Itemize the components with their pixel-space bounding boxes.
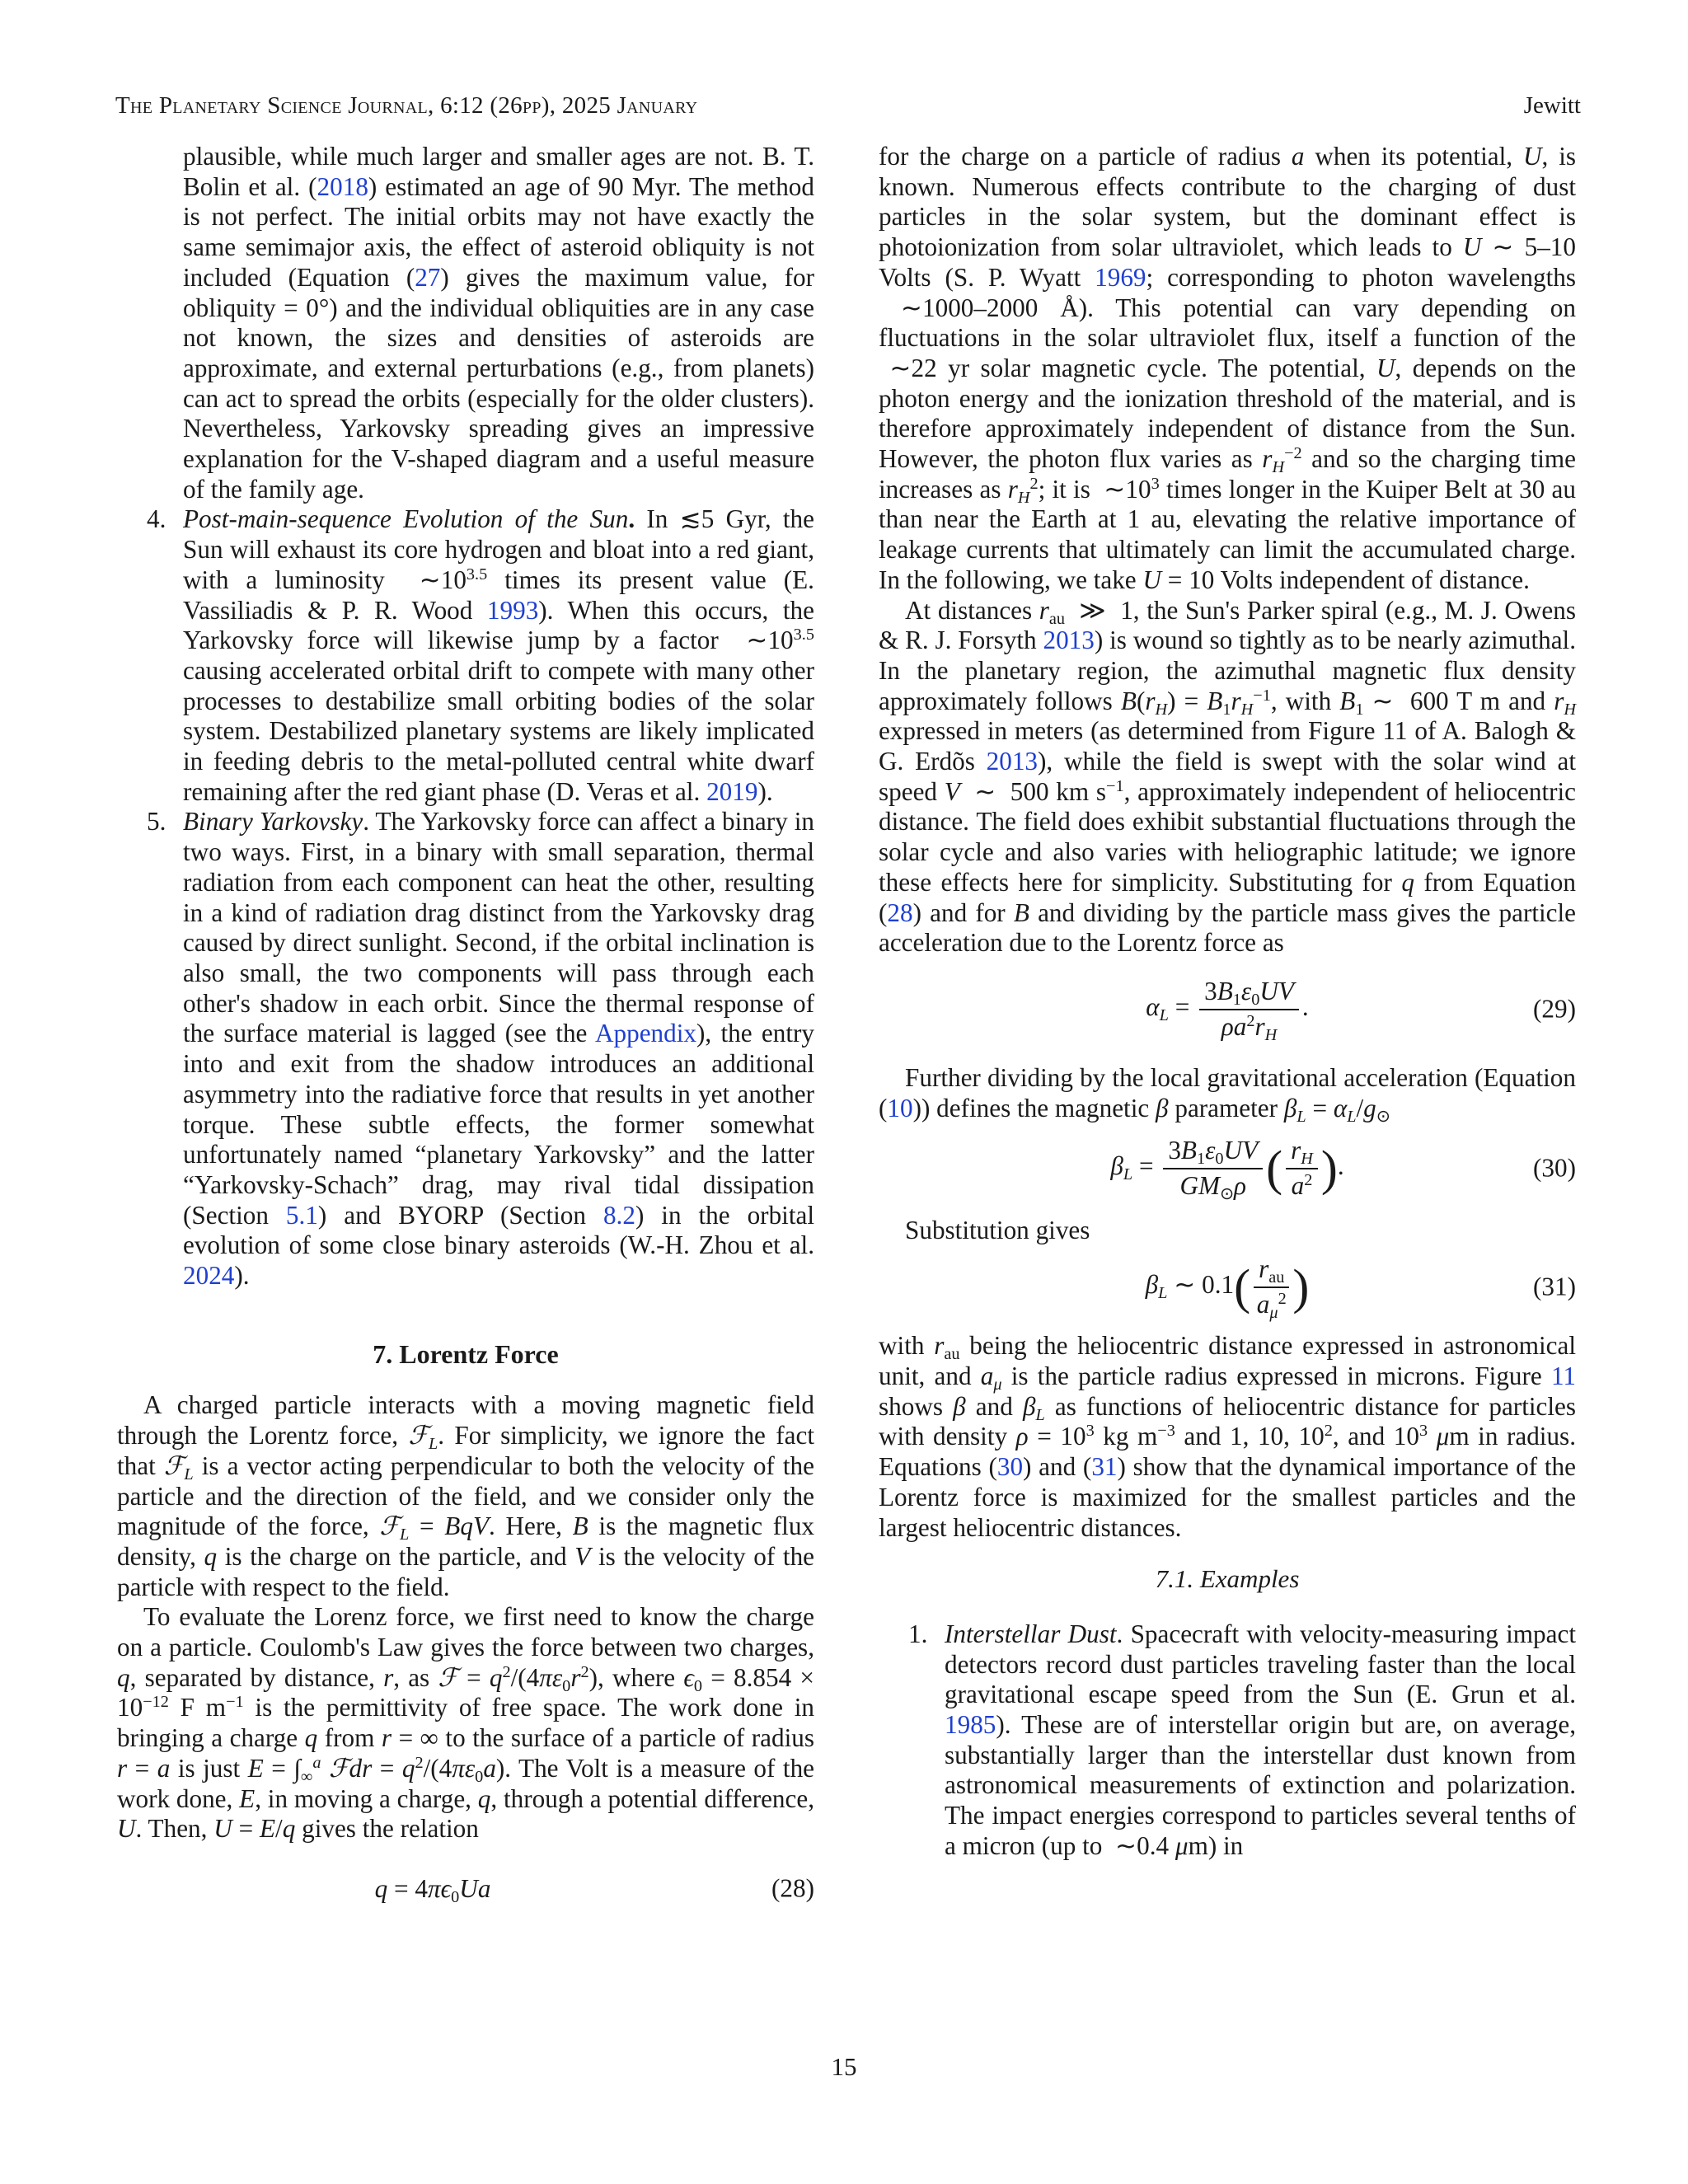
paragraph: Further dividing by the local gravitational acceleration (Equation (10)) defines the magnetic β parameter $\beta_L = \alpha_L/g_⊙$	[879, 1063, 1576, 1127]
figure-link[interactable]: 11	[1550, 1361, 1576, 1391]
right-column	[879, 142, 1576, 1862]
citation-link[interactable]: 2013	[986, 747, 1038, 776]
equation-number: (30)	[1533, 1153, 1576, 1183]
item-number: 4.	[147, 504, 166, 534]
equation-30: $\beta_L$ = $\frac{3B_1\varepsilon_0UV}{GM_⊙\rho}$ ( $\frac{r_H}{a^2}$ ). (30)	[1110, 1135, 1576, 1203]
equation-31: $\beta_L$ ∼ 0.1( $\frac{r_{au}}{a_\mu^2}$ ) (31)	[1145, 1254, 1576, 1322]
subsection-heading: 7.1. Examples	[1155, 1564, 1300, 1594]
citation-link[interactable]: 1985	[945, 1710, 996, 1740]
section-heading: 7. Lorentz Force	[373, 1338, 559, 1369]
author-header: Jewitt	[1523, 92, 1581, 119]
equation-link[interactable]: 28	[887, 898, 913, 927]
equation-number: (29)	[1533, 994, 1576, 1024]
paragraph: with $r_{au}$ being the heliocentric distance expressed in astronomical unit, and $a_\mu$ is the particle radius expressed in microns. Figure 11 shows β and $\beta_L$ as functions of heliocentric distance for particles with density $\rho = 10^3$ kg $m^{-3}$ and 1, 10, $10^2$, and $10^3$ μm in radius. Equations (30) and (31) show that the dynamical importance of the Lorentz force is maximized for the smallest particles and the largest heliocentric distances.	[879, 1331, 1577, 1542]
paragraph: A charged particle interacts with a moving magnetic field through the Lorentz force, ℱ$_L$. For simplicity, we ignore the fact that ℱ$_L$ is a vector acting perpendicular to both the velocity of the particle and the direction of the field, and we consider only the magnitude of the force, ℱ$_L$ = BqV. Here, B is the magnetic flux density, q is the charge on the particle, and V is the velocity of the particle with respect to the field.	[117, 1390, 815, 1601]
equation-link[interactable]: 30	[996, 1452, 1024, 1482]
equation-link[interactable]: 31	[1091, 1452, 1118, 1482]
list-item: 1. Interstellar Dust. Spacecraft with velocity-measuring impact detectors record dust particles traveling faster than the local gravitational escape speed from the Sun (E. Grun et al. 1985). These are of interstellar origin but are, on average, substantially larger than the interstellar dust known from astronomical measurements of extinction and polarization. The impact energies correspond to particles several tenths of a micron (up to ∼0.4 μm) in	[908, 1619, 1576, 1860]
list-item: 4. Post-main-sequence Evolution of the Sun. In ≲5 Gyr, the Sun will exhaust its core hydrogen and bloat into a red giant, with a luminosity $\sim 10^{3.5}$ times its present value (E. Vassiliadis & P. R. Wood 1993). When this occurs, the Yarkovsky force will likewise jump by a factor $\sim 10^{3.5}$ causing accelerated orbital drift to compete with many other processes to destabilize small orbiting bodies of the solar system. Destabilized planetary systems are likely implicated in feeding debris to the metal-polluted central white dwarf remaining after the red giant phase (D. Veras et al. 2019).	[147, 504, 814, 806]
equation-link[interactable]: 27	[415, 262, 441, 292]
paragraph: At distances $r_{au}$ ≫ 1, the Sun's Parker spiral (e.g., M. J. Owens & R. J. Forsyth 2013) is wound so tightly as to be nearly azimuthal. In the planetary region, the azimuthal magnetic flux density approximately follows $B(r_H) = B_1r_H^{-1}$, with $B_1$ ∼ 600 T m and $r_H$ expressed in meters (as determined from Figure 11 of A. Balogh & G. Erdõs 2013), while the field is swept with the solar wind at speed V ∼ 500 km $s^{-1}$, approximately independent of heliocentric distance. The field does exhibit substantial fluctuations through the solar cycle and also varies with heliographic latitude; we ignore these effects here for simplicity. Substituting for q from Equation (28) and for B and dividing by the particle mass gives the particle acceleration due to the Lorentz force as	[879, 595, 1577, 958]
item-number: 1.	[908, 1619, 928, 1648]
paragraph: Substitution gives	[905, 1216, 1090, 1245]
section-link[interactable]: 8.2	[603, 1200, 635, 1230]
list-item: 5. Binary Yarkovsky. The Yarkovsky force can affect a binary in two ways. First, in a binary with small separation, thermal radiation from each component can heat the other, resulting in a kind of radiation drag distinct from the Yarkovsky drag caused by direct sunlight. Second, if the orbital inclination is also small, the two components will pass through each other's shadow in each orbit. Since the thermal response of the surface material is lagged (see the Appendix), the entry into and exit from the shadow introduces an additional asymmetry into the radiative force that results in yet another torque. These subtle effects, the former somewhat unfortunately named “planetary Yarkovsky” and the latter “Yarkovsky-Schach” drag, may rival tidal dissipation (Section 5.1) and BYORP (Section 8.2) in the orbital evolution of some close binary asteroids (W.-H. Zhou et al. 2024).	[147, 807, 814, 1291]
item-number: 5.	[147, 807, 166, 837]
equation-number: (28)	[771, 1873, 814, 1903]
item-title: Interstellar Dust	[945, 1619, 1117, 1648]
citation-link[interactable]: 1969	[1095, 262, 1146, 292]
equation-number: (31)	[1533, 1272, 1576, 1301]
examples-list	[879, 1619, 1576, 1862]
citation-link[interactable]: 1993	[486, 595, 539, 625]
citation-link[interactable]: 2024	[183, 1261, 235, 1291]
equation-29: $\alpha_L$ = $\frac{3B_1\varepsilon_0UV}{\rho a^2r_H}$ . (29)	[1146, 976, 1576, 1044]
item-title: Post-main-sequence Evolution of the Sun	[183, 504, 629, 534]
numbered-list	[117, 504, 814, 1291]
equation-link[interactable]: 10	[887, 1094, 913, 1123]
paragraph: for the charge on a particle of radius a when its potential, U, is known. Numerous effects contribute to the charging of dust particles in the solar system, but the dominant effect is photoionization from solar ultraviolet, which leads to U ∼ 5–10 Volts (S. P. Wyatt 1969; corresponding to photon wavelengths ∼1000–2000 Å). This potential can vary depending on fluctuations in the solar ultraviolet flux, itself a function of the ∼22 yr solar magnetic cycle. The potential, U, depends on the photon energy and the ionization threshold of the material, and is therefore approximately independent of distance from the Sun. However, the photon flux varies as $r_H^{-2}$ and so the charging time increases as $r_H^2$; it is $\sim 10^3$ times longer in the Kuiper Belt at 30 au than near the Earth at 1 au, elevating the relative importance of leakage currents that ultimately can limit the accumulated charge. In the following, we take U = 10 Volts independent of distance.	[879, 142, 1576, 594]
item-3-continuation: plausible, while much larger and smaller ages are not. B. T. Bolin et al. (2018) estimated an age of 90 Myr. The method is not perfect. The initial orbits may not have exactly the same semimajor axis, the effect of asteroid obliquity is not included (Equation (27) gives the maximum value, for obliquity = 0°) and the individual obliquities are in any case not known, the sizes and densities of asteroids are approximate, and external perturbations (e.g., from planets) can act to spread the orbits (especially for the older clusters). Nevertheless, Yarkovsky spreading gives an impressive explanation for the V-shaped diagram and a useful measure of the family age.	[183, 142, 814, 504]
appendix-link[interactable]: Appendix	[595, 1019, 696, 1048]
page-number: 15	[831, 2052, 857, 2081]
paragraph: To evaluate the Lorenz force, we first need to know the charge on a particle. Coulomb's Law gives the force between two charges, q, separated by distance, r, as ℱ = $q^2/(4\pi\varepsilon_0r^2)$, where $\epsilon_0 = 8.854 \times 10^{-12}$ F $m^{-1}$ is the permittivity of free space. The work done in bringing a charge q from r = ∞ to the surface of a particle of radius r = a is just $E = \int_\infty^a$ ℱdr = $q^2/(4\pi\varepsilon_0a)$. The Volt is a measure of the work done, E, in moving a charge, q, through a potential difference, U. Then, U = E/q gives the relation	[117, 1602, 815, 1844]
citation-link[interactable]: 2013	[1043, 626, 1095, 655]
section-link[interactable]: 5.1	[285, 1200, 318, 1230]
citation-link[interactable]: 2018	[316, 171, 368, 201]
journal-header: The Planetary Science Journal, 6:12 (26pp), 2025 January	[115, 92, 698, 119]
left-column	[117, 142, 814, 1919]
equation-28: $q = 4\pi\epsilon_0Ua$ (28)	[374, 1873, 814, 1907]
citation-link[interactable]: 2019	[706, 776, 758, 806]
item-title: Binary Yarkovsky	[183, 807, 363, 837]
